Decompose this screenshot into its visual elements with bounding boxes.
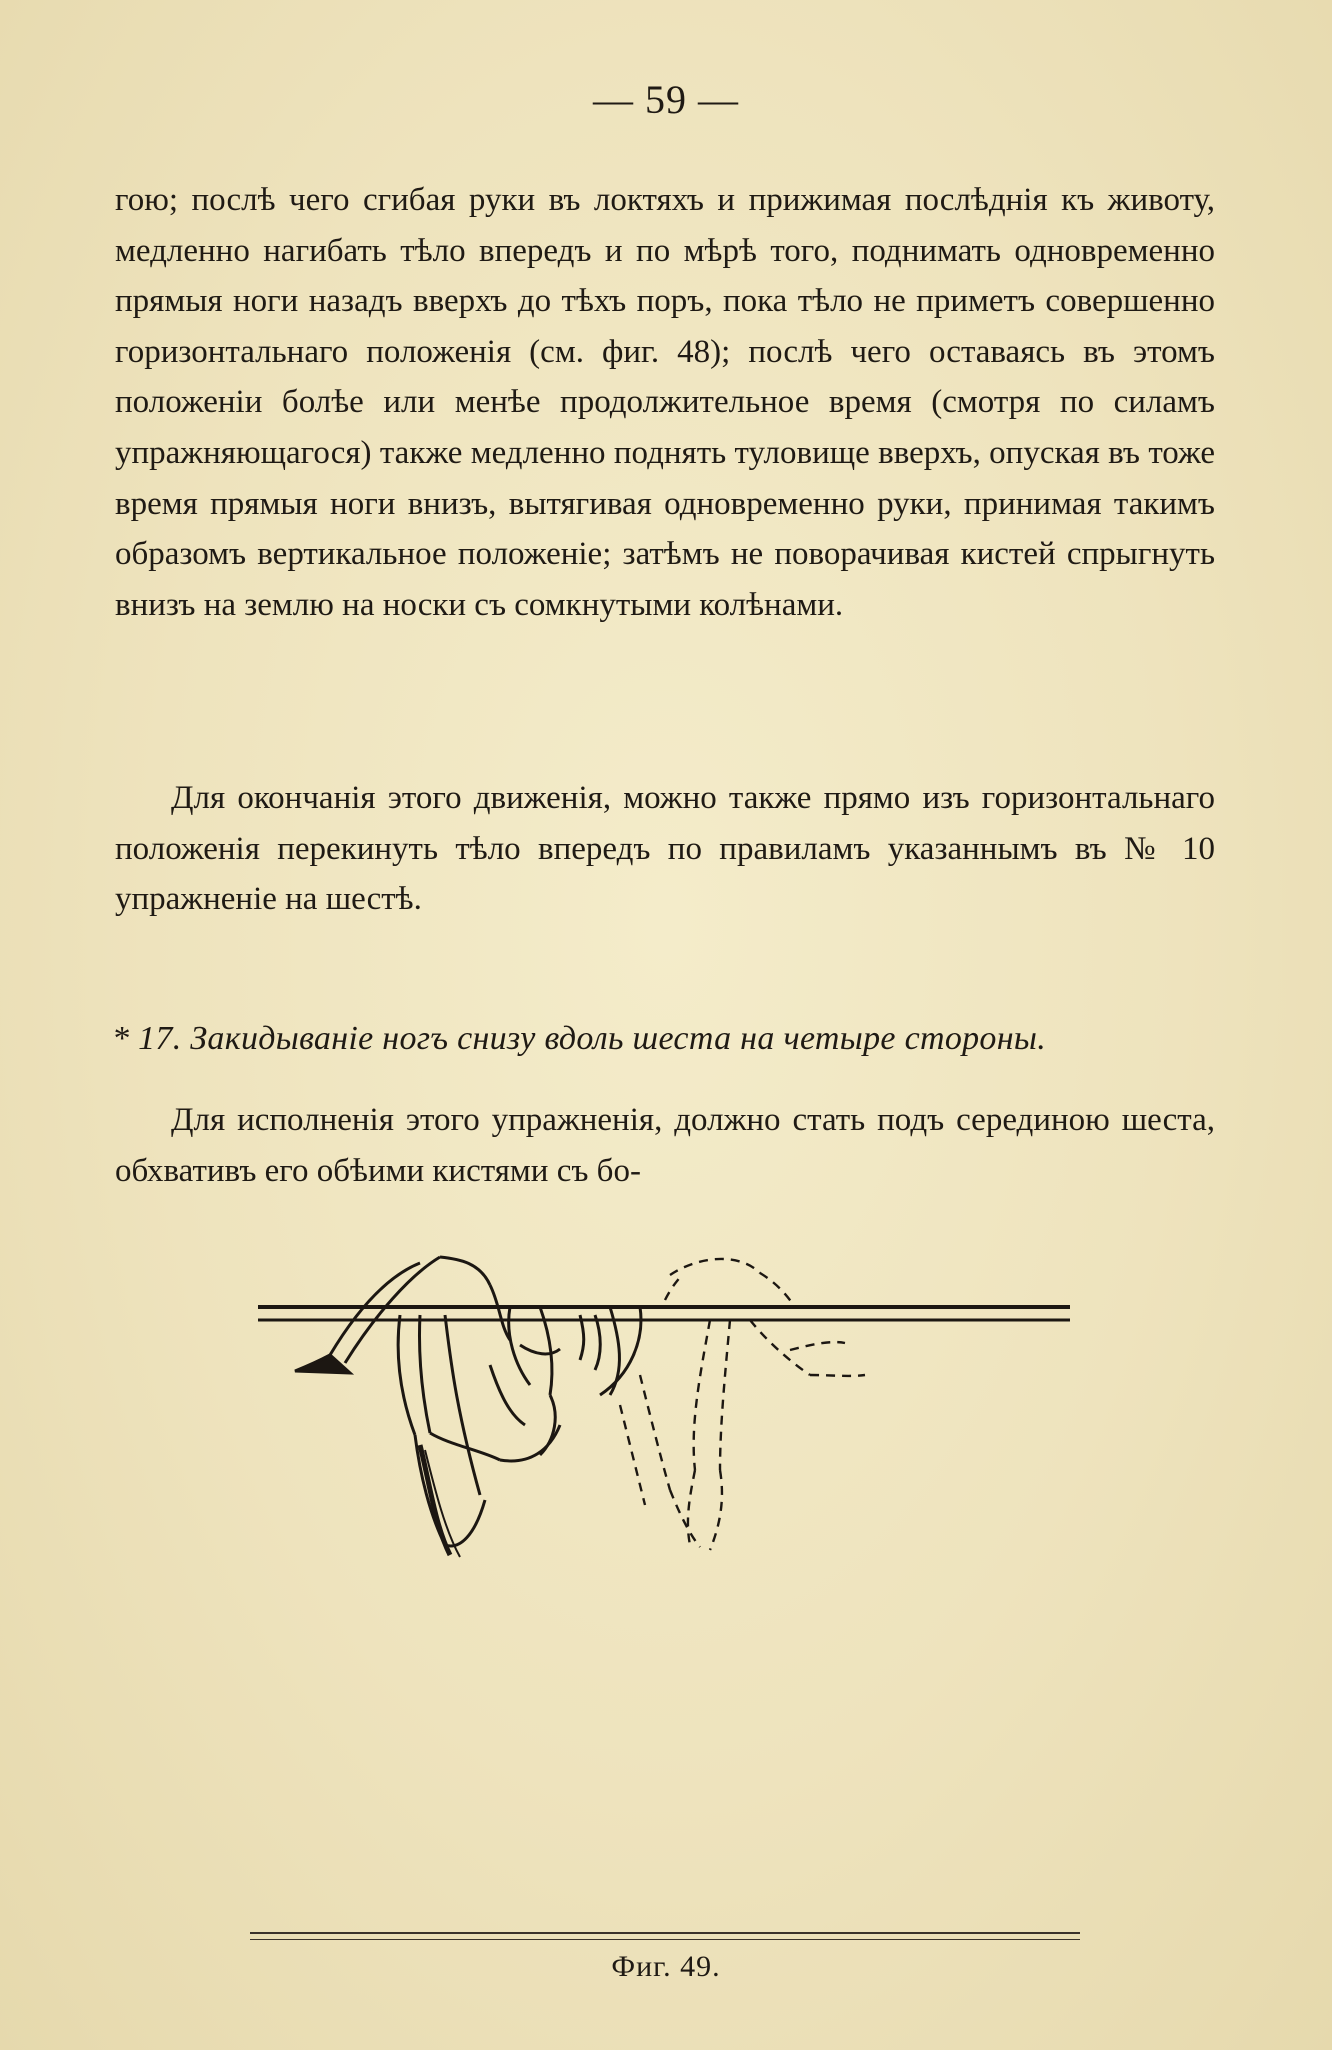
caption-rule-bottom [250,1939,1080,1940]
caption-rule-top [250,1932,1080,1934]
paragraph-3: Для исполненія этого упражненія, должно стать подъ серединою шеста, обхвативъ его обѣими кистями съ бо- [115,1102,1215,1189]
gymnast-solid [295,1257,641,1557]
gymnast-on-bar-drawing [250,1245,1090,1590]
figure-caption: Фиг. 49. [611,1950,721,1983]
paragraph-ending-note [115,773,1215,925]
page-number: — 59 — [593,77,739,122]
section-intro [115,1095,1215,1196]
figure-49-illustration [250,1245,1090,1590]
gymnast-dashed [620,1259,865,1550]
paragraph-continuation [115,175,1215,630]
paragraph-1: гою; послѣ чего сгибая руки въ локтяхъ и прижимая послѣднія къ животу, медленно нагибать тѣло впередъ и по мѣрѣ того, поднимать одновременно прямыя ноги назадъ вверхъ до тѣхъ поръ, пока тѣло не приметъ совершенно горизонтальнаго положенія (см. фиг. 48); послѣ чего оставаясь въ этомъ положеніи болѣе или менѣе продолжительное время (смотря по силамъ упражняющагося) также медленно поднять туловище вверхъ, опуская въ тоже время прямыя ноги внизъ, вытягивая одновременно руки, принимая такимъ образомъ вертикальное положеніе; затѣмъ не поворачивая кистей спрыгнуть внизъ на землю на носки съ сомкнутыми колѣнами. [115,182,1215,623]
section-heading: * 17. Закидываніе ногъ снизу вдоль шеста на четыре стороны. [112,1020,1047,1057]
paragraph-2: Для окончанія этого движенія, можно также прямо изъ горизонтальнаго положенія перекинуть тѣло впередъ по правиламъ указаннымъ въ № 10 упражненіе на шестѣ. [115,780,1215,918]
